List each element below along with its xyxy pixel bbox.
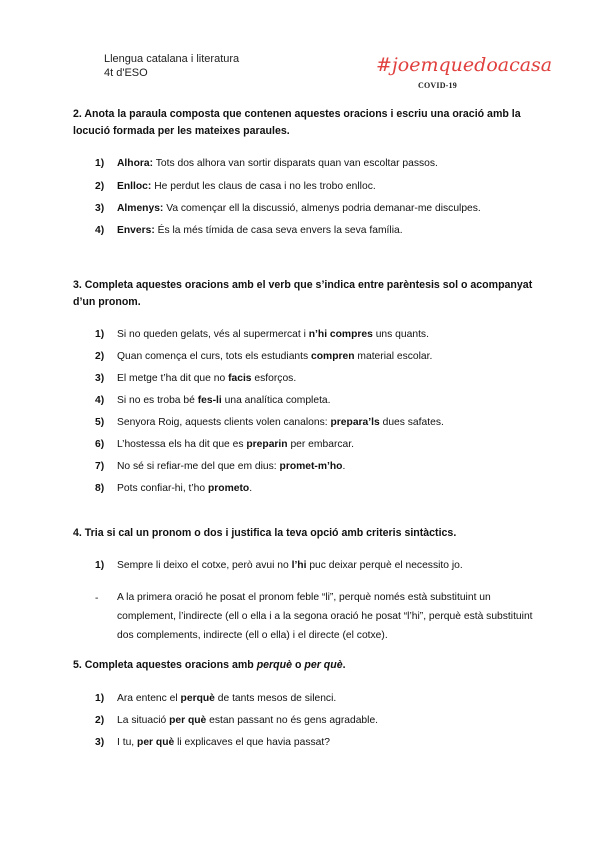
item-number: 1)	[95, 693, 105, 704]
sentence-end: material escolar.	[354, 351, 433, 362]
item-number: 6)	[95, 439, 105, 450]
title-part: .	[342, 659, 346, 671]
question-3-title: 3. Completa aquestes oracions amb el verb que s’indica entre parèntesis sol o acompanyat d’un pronom.	[73, 279, 533, 308]
answer: per què	[169, 715, 207, 726]
verb-answer: prepara’ls	[330, 417, 380, 428]
title-option-1: perquè	[256, 659, 293, 671]
sentence-start: I tu,	[117, 737, 138, 748]
title-part: o	[292, 659, 305, 671]
item-number: 3)	[95, 203, 105, 214]
sentence-end: per embarcar.	[287, 439, 354, 450]
question-5-title	[73, 657, 533, 674]
compound-word: Alhora:	[117, 158, 154, 169]
item-number: 4)	[95, 225, 105, 236]
verb-answer: prometo	[208, 483, 250, 494]
question-4-title: 4. Tria si cal un pronom o dos i justifica la teva opció amb criteris sintàctics.	[73, 527, 457, 539]
item-number: 2)	[95, 715, 105, 726]
verb-answer: preparin	[246, 439, 288, 450]
title-part: 5. Completa aquestes oracions amb	[73, 659, 257, 671]
answer: perquè	[180, 693, 215, 704]
item-number: 5)	[95, 417, 105, 428]
covid-label: COVID-19	[418, 81, 457, 90]
q4-dash: -	[95, 593, 99, 604]
course-label: 4t d'ESO	[104, 67, 148, 79]
sentence-start: El metge t’ha dit que no	[117, 373, 229, 384]
sentence-start: La situació	[117, 715, 170, 726]
sentence-start: L’hostessa els ha dit que es	[117, 439, 247, 450]
sentence-start: Si no es troba bé	[117, 395, 198, 406]
item-number: 1)	[95, 158, 105, 169]
question-2-title: 2. Anota la paraula composta que contenen aquestes oracions i escriu una oració amb la locució formada per les mateixes paraules.	[73, 108, 521, 137]
sentence-start: No sé si refiar-me del que em dius:	[117, 461, 280, 472]
item-number: 3)	[95, 373, 105, 384]
sentence-start: Ara entenc el	[117, 693, 181, 704]
hashtag: #joemquedoacasa	[376, 54, 553, 76]
q4-explanation: A la primera oració he posat el pronom feble “li”, perquè només està substituint un complement, l’indirecte (ell o ella i a la segona oració he posat “l’hi”, perquè està substituint dos complements, indirecte (ell o ella) i el directe (el cotxe).	[117, 592, 533, 641]
item-number: 3)	[95, 737, 105, 748]
sentence-end: puc deixar perquè el necessito jo.	[306, 560, 463, 571]
subject-label: Llengua catalana i literatura	[104, 53, 240, 65]
item-number: 1)	[95, 560, 105, 571]
sentence-start: Si no queden gelats, vés al supermercat i	[117, 329, 309, 340]
item-sentence: Va començar ell la discussió, almenys podria demanar-me disculpes.	[163, 203, 481, 214]
pronoun-answer: l’hi	[291, 560, 307, 571]
sentence-start: Quan comença el curs, tots els estudiants	[117, 351, 312, 362]
sentence-end: de tants mesos de silenci.	[214, 693, 337, 704]
compound-word: Almenys:	[117, 203, 164, 214]
sentence-end: dues safates.	[379, 417, 444, 428]
item-number: 4)	[95, 395, 105, 406]
title-option-2: per què	[304, 659, 343, 671]
item-number: 7)	[95, 461, 105, 472]
item-number: 2)	[95, 181, 105, 192]
item-number: 1)	[95, 329, 105, 340]
sentence-start: Pots confiar-hi, t’ho	[117, 483, 208, 494]
sentence-end: estan passant no és gens agradable.	[206, 715, 379, 726]
sentence-end: una analítica completa.	[221, 395, 331, 406]
item-sentence: Tots dos alhora van sortir disparats quan van escoltar passos.	[153, 158, 438, 169]
item-number: 8)	[95, 483, 105, 494]
sentence-end: li explicaves el que havia passat?	[174, 737, 330, 748]
sentence-end: esforços.	[251, 373, 297, 384]
sentence-start: Senyora Roig, aquests clients volen canalons:	[117, 417, 331, 428]
verb-answer: compren	[311, 351, 355, 362]
item-sentence: És la més tímida de casa seva envers la seva família.	[154, 225, 403, 236]
item-number: 2)	[95, 351, 105, 362]
verb-answer: n’hi compres	[308, 329, 373, 340]
sentence-start: Sempre li deixo el cotxe, però avui no	[117, 560, 292, 571]
sentence-end: .	[342, 461, 346, 472]
sentence-end: uns quants.	[372, 329, 429, 340]
answer: per què	[137, 737, 175, 748]
sentence-end: .	[249, 483, 253, 494]
compound-word: Enlloc:	[117, 181, 152, 192]
verb-answer: promet-m’ho	[279, 461, 343, 472]
item-sentence: He perdut les claus de casa i no les trobo enlloc.	[151, 181, 376, 192]
verb-answer: fes-li	[197, 395, 222, 406]
verb-answer: facis	[228, 373, 252, 384]
compound-word: Envers:	[117, 225, 155, 236]
